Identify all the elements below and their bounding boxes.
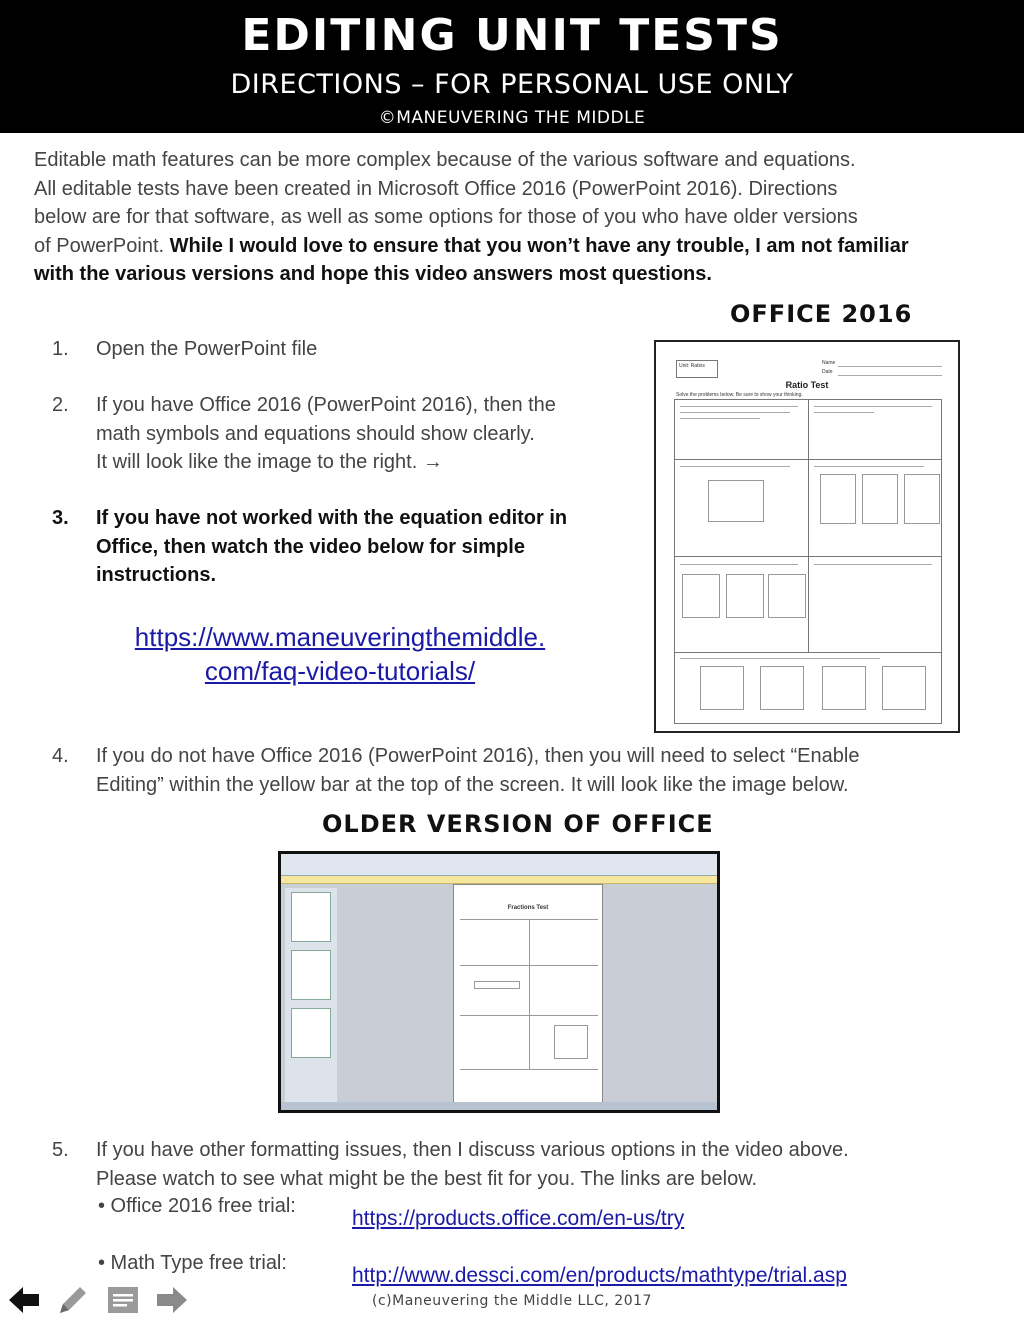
preview-shape bbox=[554, 1025, 588, 1059]
preview-line bbox=[814, 564, 932, 565]
link-line[interactable]: https://www.maneuveringthemiddle. bbox=[134, 622, 546, 652]
pencil-icon[interactable] bbox=[54, 1282, 92, 1318]
slide-thumbnail bbox=[291, 1008, 331, 1058]
link-line[interactable]: com/faq-video-tutorials/ bbox=[204, 656, 476, 686]
preview-line bbox=[680, 466, 790, 467]
preview-table bbox=[760, 666, 804, 710]
preview-table bbox=[700, 666, 744, 710]
step-2 bbox=[52, 391, 642, 481]
preview-divider bbox=[460, 965, 598, 966]
step-text bbox=[96, 742, 859, 799]
slide-thumbnails bbox=[285, 888, 337, 1108]
older-office-screenshot bbox=[278, 851, 720, 1113]
office-2016-preview-image bbox=[654, 340, 960, 733]
office-trial-link[interactable]: https://products.office.com/en-us/try bbox=[352, 1207, 685, 1230]
enable-editing-bar bbox=[281, 876, 717, 884]
preview-unit-box bbox=[676, 360, 718, 378]
office-trial-label: • Office 2016 free trial: bbox=[98, 1195, 296, 1217]
step-line: It will look like the image to the right. → bbox=[96, 451, 443, 473]
preview-table bbox=[904, 474, 940, 524]
intro-line bbox=[34, 232, 994, 261]
arrow-left-icon[interactable] bbox=[6, 1282, 44, 1318]
intro-line: below are for that software, as well as some options for those of you who have older versions bbox=[34, 206, 858, 228]
step-text bbox=[96, 504, 567, 590]
preview-line bbox=[680, 412, 790, 413]
preview-line bbox=[680, 418, 760, 419]
older-office-label: OLDER VERSION OF OFFICE bbox=[322, 810, 714, 838]
preview-table bbox=[822, 666, 866, 710]
status-bar bbox=[281, 1102, 717, 1110]
step-line: instructions. bbox=[96, 564, 217, 586]
preview-name-label: Name bbox=[822, 360, 836, 366]
step-line: If you have Office 2016 (PowerPoint 2016), then the bbox=[96, 394, 556, 416]
slide-thumbnail bbox=[291, 950, 331, 1000]
preview-unit-label: Unit: Ratios bbox=[679, 363, 705, 369]
mathtype-trial-link[interactable]: http://www.dessci.com/en/products/mathtype/trial.asp bbox=[352, 1264, 847, 1287]
preview-line bbox=[680, 406, 798, 407]
ribbon-bar bbox=[281, 854, 717, 876]
preview-line bbox=[814, 406, 932, 407]
header-copyright: ©MANEUVERING THE MIDDLE bbox=[378, 108, 646, 128]
preview-table bbox=[682, 574, 720, 618]
preview-line bbox=[814, 412, 874, 413]
slide-thumbnail bbox=[291, 892, 331, 942]
preview-divider bbox=[808, 399, 809, 652]
preview-table bbox=[882, 666, 926, 710]
step-5 bbox=[52, 1136, 992, 1196]
intro-line: Editable math features can be more complex because of the various software and equations. bbox=[34, 149, 856, 171]
step-line: Please watch to see what might be the best fit for you. The links are below. bbox=[96, 1167, 758, 1190]
step-text bbox=[96, 391, 556, 477]
preview-table bbox=[820, 474, 856, 524]
preview-instructions: Solve the problems below. Be sure to show your thinking. bbox=[676, 392, 803, 398]
step-line: If you have not worked with the equation editor in bbox=[96, 507, 568, 529]
page-title: EDITING UNIT TESTS bbox=[241, 10, 783, 61]
fractions-test-page bbox=[453, 884, 603, 1113]
page-subtitle: DIRECTIONS – FOR PERSONAL USE ONLY bbox=[230, 69, 794, 100]
step-4 bbox=[52, 742, 992, 802]
notes-icon[interactable] bbox=[104, 1282, 142, 1318]
preview-divider bbox=[674, 459, 942, 460]
preview-line bbox=[814, 466, 924, 467]
intro-line: All editable tests have been created in Microsoft Office 2016 (PowerPoint 2016). Directions bbox=[34, 177, 838, 200]
video-tutorials-link[interactable] bbox=[90, 620, 590, 688]
step-number: 3. bbox=[52, 507, 69, 529]
intro-text: of PowerPoint. bbox=[34, 234, 170, 257]
preview-table bbox=[862, 474, 898, 524]
step-line: If you have other formatting issues, then I discuss various options in the video above. bbox=[96, 1139, 849, 1161]
mathtype-trial-label: • Math Type free trial: bbox=[98, 1252, 287, 1274]
intro-emphasis: While I would love to ensure that you won’t have any trouble, I am not familiar bbox=[169, 234, 909, 257]
arrow-right-icon[interactable] bbox=[152, 1282, 190, 1318]
header-banner bbox=[0, 0, 1024, 133]
footer-copyright: (c)Maneuvering the Middle LLC, 2017 bbox=[372, 1293, 652, 1309]
preview-date-label: Date bbox=[822, 369, 833, 375]
preview-line bbox=[838, 375, 942, 376]
preview-test-title: Ratio Test bbox=[785, 380, 829, 390]
preview-table bbox=[726, 574, 764, 618]
step-line: math symbols and equations should show clearly. bbox=[96, 422, 535, 445]
preview-line bbox=[680, 564, 798, 565]
preview-line bbox=[680, 658, 880, 659]
step-line: If you do not have Office 2016 (PowerPoint 2016), then you will need to select “Enable bbox=[96, 745, 860, 767]
step-3 bbox=[52, 504, 642, 594]
step-number: 5. bbox=[52, 1139, 69, 1161]
preview-shape bbox=[474, 981, 520, 989]
intro-paragraph bbox=[34, 146, 994, 289]
fractions-test-title: Fractions Test bbox=[507, 905, 549, 911]
office-2016-label: OFFICE 2016 bbox=[730, 300, 913, 328]
intro-emphasis: with the various versions and hope this video answers most questions. bbox=[34, 263, 712, 285]
step-number: 1. bbox=[52, 338, 69, 360]
preview-table bbox=[768, 574, 806, 618]
preview-divider bbox=[460, 1069, 598, 1070]
intro-line bbox=[34, 260, 994, 289]
preview-table bbox=[708, 480, 764, 522]
step-text: Open the PowerPoint file bbox=[96, 338, 318, 360]
step-number: 2. bbox=[52, 394, 69, 416]
preview-line bbox=[838, 366, 942, 367]
step-text bbox=[96, 1136, 849, 1193]
preview-divider bbox=[674, 652, 942, 653]
preview-divider bbox=[460, 1015, 598, 1016]
step-line: Editing” within the yellow bar at the top of the screen. It will look like the image below. bbox=[96, 773, 849, 796]
preview-divider bbox=[529, 919, 530, 1069]
preview-divider bbox=[674, 556, 942, 557]
step-number: 4. bbox=[52, 745, 69, 767]
step-line: Office, then watch the video below for simple bbox=[96, 535, 525, 558]
